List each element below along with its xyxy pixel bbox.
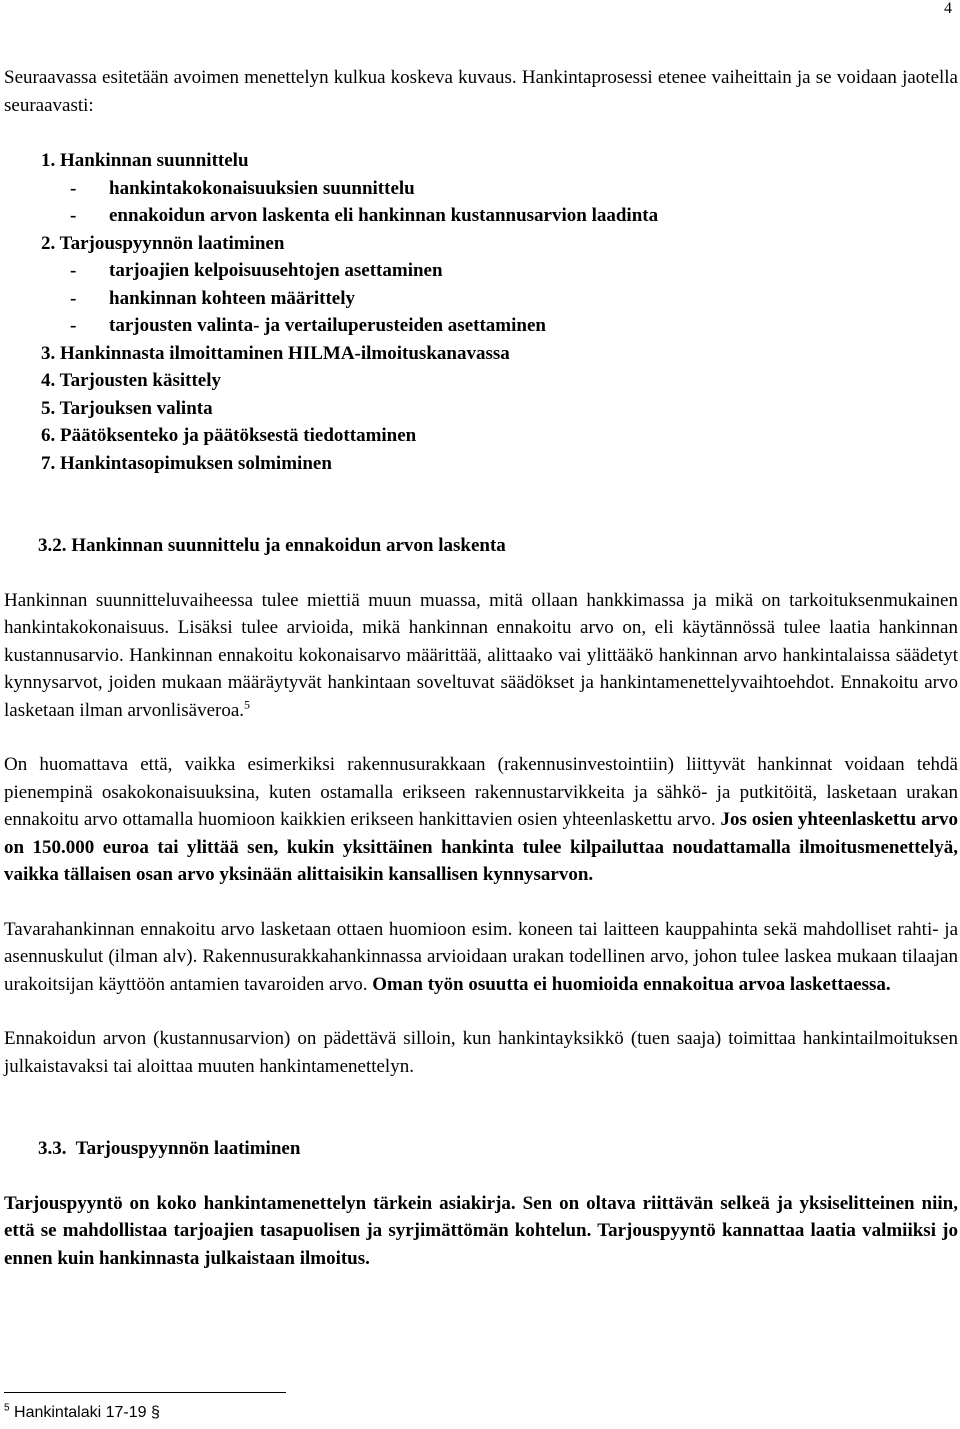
list-item: 6. Päätöksenteko ja päätöksestä tiedottaminen: [41, 425, 417, 446]
list-item: 4. Tarjousten käsittely: [41, 370, 222, 391]
list-item: 2. Tarjouspyynnön laatiminen: [41, 232, 285, 254]
section-3-2-heading: 3.2. Hankinnan suunnittelu ja ennakoidun arvon laskenta: [38, 535, 506, 556]
page-number: 4: [944, 0, 952, 17]
footnote: $^5$ Hankintalaki 17-19 §: [4, 1402, 160, 1421]
section-3-3-heading: 3.3. Tarjouspyynnön laatiminen: [38, 1138, 301, 1159]
footnote-reference: 5: [244, 697, 251, 712]
list-subitem: - hankintakokonaisuuksien suunnittelu: [70, 177, 415, 199]
list-item: 1. Hankinnan suunnittelu: [41, 150, 249, 171]
list-subitem: - hankinnan kohteen määrittely: [70, 287, 355, 309]
document-page: [4, 64, 958, 1272]
list-subitem: - ennakoidun arvon laskenta eli hankinnan kustannusarvion laadinta: [70, 205, 659, 226]
section-3-3-paragraph-1: Tarjouspyyntö on koko hankintamenettelyn tärkein asiakirja. Sen on oltava riittävän selkeä ja yksiselitteinen niin, että se mahdollistaa tarjoajien tasapuolisen ja syrjimättömän kohtelun. Tarjouspyyntö kannattaa laatia valmiiksi jo ennen kuin hankinnasta julkaistaan ilmoitus.: [4, 1192, 958, 1269]
list-subitem: - tarjousten valinta- ja vertailuperusteiden asettaminen: [70, 315, 546, 336]
list-item: 7. Hankintasopimuksen solmiminen: [41, 452, 332, 474]
list-item: 5. Tarjouksen valinta: [41, 397, 213, 419]
section-3-2-paragraph-1: Hankinnan suunnitteluvaiheessa tulee miettiä muun muassa, mitä ollaan hankkimassa ja mikä on tarkoituksenmukainen hankintakokonaisuus. Lisäksi tulee arvioida, mikä hankinnan ennakoitu arvo on, eli käytännössä tulee laatia hankinnan kustannusarvio. Hankinnan ennakoitu kokonaisarvo määrittää, alittaako vai ylittääkö hankinnan arvo hankintalaissa säädetyt kynnysarvot, joiden mukaan määräytyvät hankintaan soveltuvat säädökset ja hankintamenettelyvaihtoehdot. Ennakoitu arvo lasketaan ilman arvonlisäveroa.$^5$: [4, 589, 958, 721]
intro-paragraph: Seuraavassa esitetään avoimen menettelyn kulkua koskeva kuvaus. Hankintaprosessi etenee vaiheittain ja se voidaan jaotella seuraavasti:: [4, 67, 958, 116]
list-subitem: - tarjoajien kelpoisuusehtojen asettaminen: [70, 260, 443, 281]
section-3-2-paragraph-3: Tavarahankinnan ennakoitu arvo lasketaan ottaen huomioon esim. koneen tai laitteen kauppahinta sekä mahdolliset rahti- ja asennuskulut (ilman alv). Rakennusurakkahankinnassa arvioidaan urakan todellinen arvo, johon tulee laskea mukaan tilaajan urakoitsijan käyttöön antamien tavaroiden arvo. Oman työn osuutta ei huomioida ennakoitua arvoa laskettaessa.: [4, 918, 958, 995]
procedure-steps-list: [4, 147, 958, 477]
list-item: 3. Hankinnasta ilmoittaminen HILMA-ilmoituskanavassa: [41, 342, 510, 364]
section-3-2-paragraph-2: On huomattava että, vaikka esimerkiksi rakennusurakkaan (rakennusinvestointiin) liittyvät hankinnat voidaan tehdä pienempinä osakokonaisuuksina, kuten ostamalla erikseen rakennustarvikkeita ja sähkö- ja putkitöitä, lasketaan urakan ennakoitu arvo ottamalla huomioon kaikkien erikseen hankittavien osien yhteenlaskettu arvo. Jos osien yhteenlaskettu arvo on 150.000 euroa tai ylittää sen, kukin yksittäinen hankinta tulee kilpailuttaa noudattamalla ilmoitusmenettelyä, vaikka tällaisen osan arvo yksinään alittaisikin kansallisen kynnysarvon.: [4, 754, 958, 885]
footnote-separator: [4, 1392, 286, 1393]
section-3-2-paragraph-4: Ennakoidun arvon (kustannusarvion) on pädettävä silloin, kun hankintayksikkö (tuen saaja) toimittaa hankintailmoituksen julkaistavaksi tai aloittaa muuten hankintamenettelyn.: [4, 1028, 958, 1077]
